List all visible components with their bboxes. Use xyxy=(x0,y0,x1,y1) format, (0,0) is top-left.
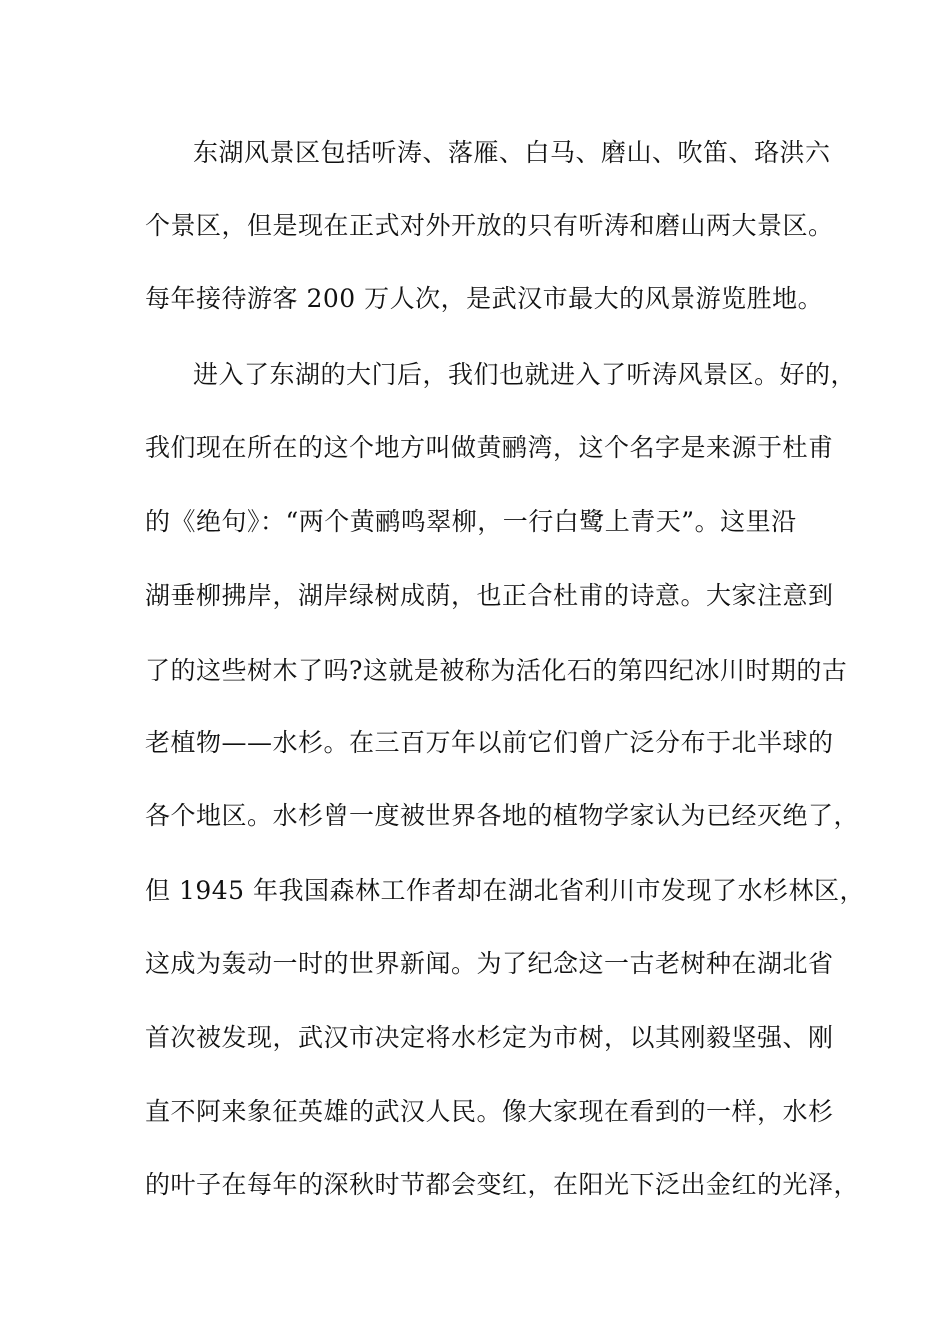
paragraph-2-line-2: 我们现在所在的这个地方叫做黄鹂湾，这个名字是来源于杜甫 xyxy=(145,433,834,462)
paragraph-1-line-2: 个景区，但是现在正式对外开放的只有听涛和磨山两大景区。 xyxy=(145,211,834,240)
paragraph-2-line-6: 老植物——水杉。在三百万年以前它们曾广泛分布于北半球的 xyxy=(145,728,834,757)
paragraph-2-line-12: 的叶子在每年的深秋时节都会变红，在阳光下泛出金红的光泽， xyxy=(145,1170,860,1199)
paragraph-2-line-9: 这成为轰动一时的世界新闻。为了纪念这一古老树种在湖北省 xyxy=(145,949,834,978)
paragraph-1-line-3: 每年接待游客 200 万人次，是武汉市最大的风景游览胜地。 xyxy=(145,284,824,313)
paragraph-2-line-10: 首次被发现，武汉市决定将水杉定为市树，以其刚毅坚强、刚 xyxy=(145,1023,834,1052)
paragraph-2-line-8: 但 1945 年我国森林工作者却在湖北省利川市发现了水杉林区， xyxy=(145,876,866,905)
paragraph-2-line-3: 的《绝句》：“两个黄鹂鸣翠柳，一行白鹭上青天”。这里沿 xyxy=(145,507,797,536)
paragraph-2-line-5: 了的这些树木了吗?这就是被称为活化石的第四纪冰川时期的古 xyxy=(145,656,848,685)
paragraph-2-line-1: 进入了东湖的大门后，我们也就进入了听涛风景区。好的， xyxy=(193,360,857,389)
paragraph-1-line-1: 东湖风景区包括听涛、落雁、白马、磨山、吹笛、珞洪六 xyxy=(193,138,831,167)
paragraph-2-line-7: 各个地区。水杉曾一度被世界各地的植物学家认为已经灭绝了， xyxy=(145,801,860,830)
paragraph-2-line-4: 湖垂柳拂岸，湖岸绿树成荫，也正合杜甫的诗意。大家注意到 xyxy=(145,581,834,610)
paragraph-2-line-11: 直不阿来象征英雄的武汉人民。像大家现在看到的一样，水杉 xyxy=(145,1097,834,1126)
